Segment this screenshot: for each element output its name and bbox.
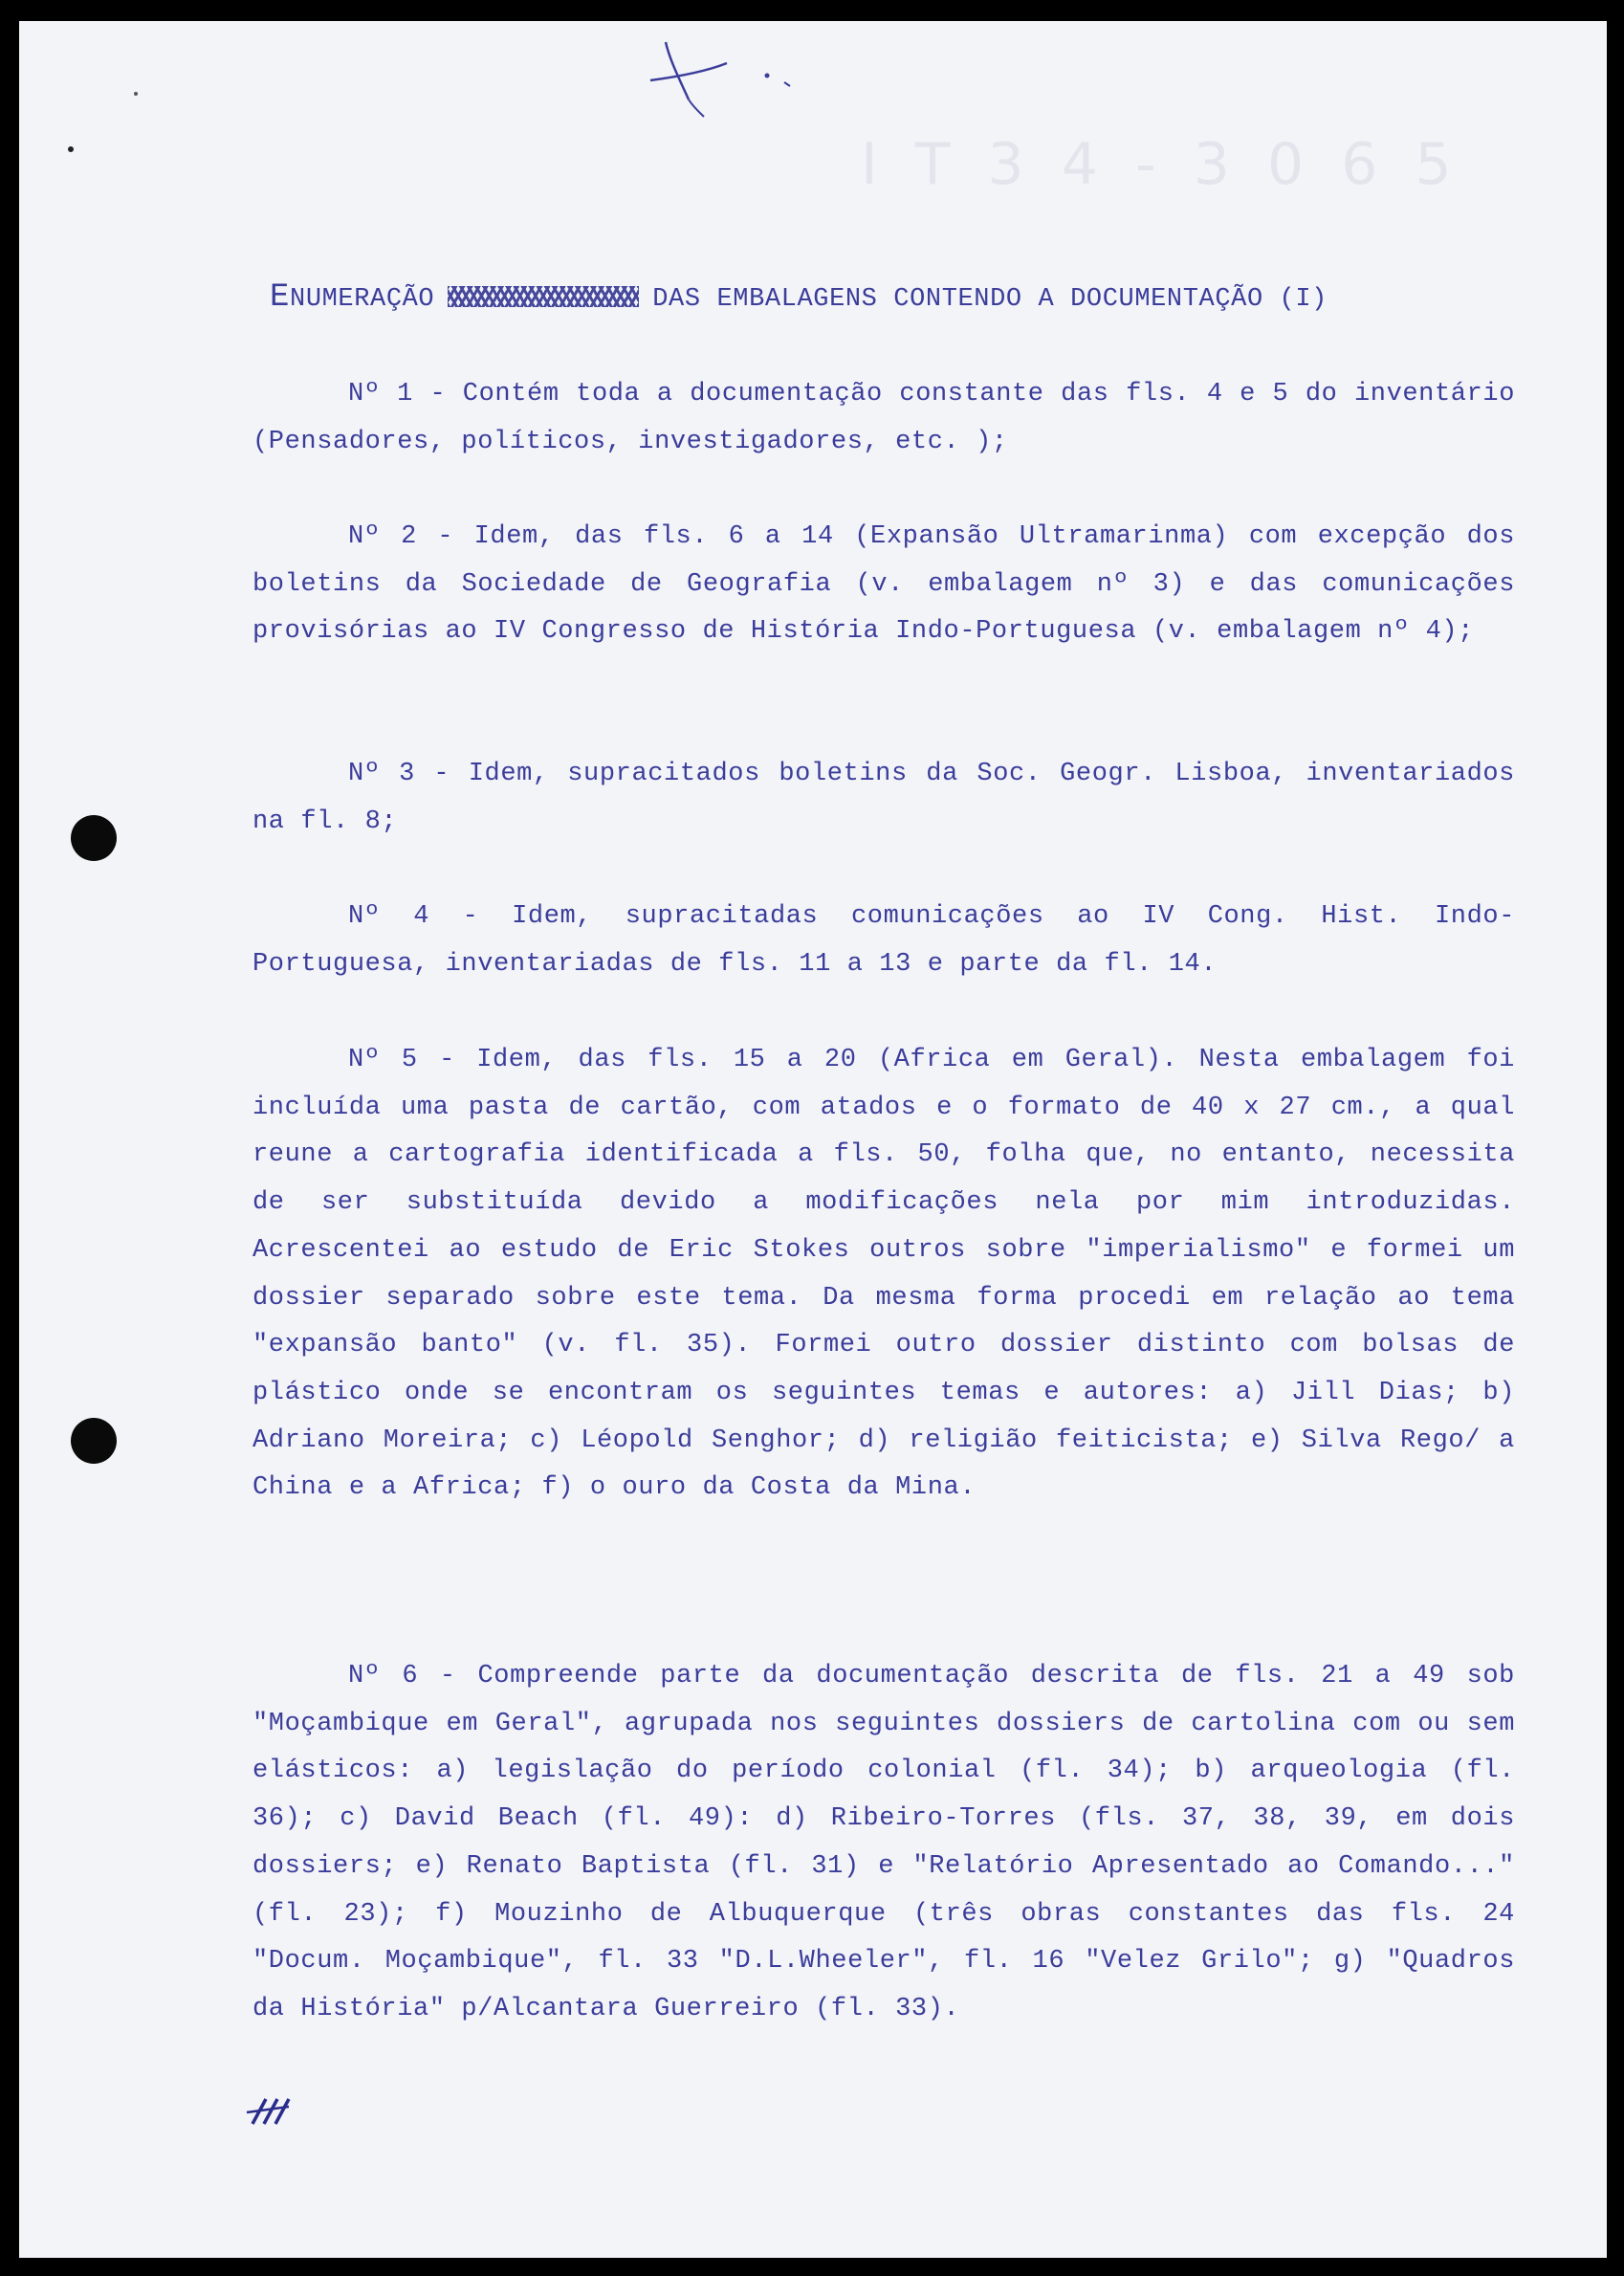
heading-rest: DAS EMBALAGENS CONTENDO A DOCUMENTAÇÃO (I) xyxy=(652,285,1328,314)
document-heading xyxy=(270,279,1513,316)
paragraph-4: Nº 4 - Idem, supracitadas comunicações ao IV Cong. Hist. Indo-Portuguesa, inventariadas de fls. 11 a 13 e parte da fl. 14. xyxy=(252,902,1515,979)
paragraph-5: Nº 5 - Idem, das fls. 15 a 20 (Africa em Geral). Nesta embalagem foi incluída uma pasta de cartão, com atados e o formato de 40 x 27 cm., a qual reune a cartografia identificada a fls. 50, folha que, no entanto, necessita de ser substituída devido a modificações nela por mim introduzidas. Acrescentei ao estudo de Eric Stokes outros sobre "imperialismo" e formei um dossier separado sobre este tema. Da mesma forma procedi em relação ao tema "expansão banto" (v. fl. 35). Formei outro dossier distinto com bolsas de plástico onde se encontram os seguintes temas e autores: a) Jill Dias; b) Adriano Moreira; c) Léopold Senghor; d) religião feiticista; e) Silva Rego/ a China e a Africa; f) o ouro da Costa da Mina. xyxy=(252,1046,1515,1503)
punch-hole-bottom xyxy=(71,1418,117,1464)
svg-text:I T 3 4 - 3 0 6 5: I T 3 4 - 3 0 6 5 xyxy=(861,131,1461,198)
paragraph-3: Nº 3 - Idem, supracitados boletins da Soc. Geogr. Lisboa, inventariados na fl. 8; xyxy=(252,760,1515,836)
paragraph-2: Nº 2 - Idem, das fls. 6 a 14 (Expansão Ultramarinma) com excepção dos boletins da Sociedade de Geografia (v. embalagem nº 3) e das comunicações provisórias ao IV Congresso de História Indo-Portuguesa (v. embalagem nº 4); xyxy=(252,522,1515,647)
document-page xyxy=(19,21,1607,2258)
struck-out-word xyxy=(448,286,639,307)
punch-hole-top xyxy=(71,815,117,861)
heading-initial: E xyxy=(270,279,291,316)
paragraph-6: Nº 6 - Compreende parte da documentação descrita de fls. 21 a 49 sob "Moçambique em Geral", agrupada nos seguintes dossiers de cartolina com ou sem elásticos: a) legislação do período colonial (fl. 34); b) arqueologia (fl. 36); c) David Beach (fl. 49): d) Ribeiro-Torres (fls. 37, 38, 39, em dois dossiers; e) Renato Baptista (fl. 31) e "Relatório Apresentado ao Comando..." (fl. 23); f) Mouzinho de Albuquerque (três obras constantes das fls. 24 "Docum. Moçambique", fl. 33 "D.L.Wheeler", fl. 16 "Velez Grilo"; g) "Quadros da História" p/Alcantara Guerreiro (fl. 33). xyxy=(252,1662,1515,2023)
heading-first-word: NUMERAÇÃO xyxy=(290,285,435,314)
paragraph-1: Nº 1 - Contém toda a documentação constante das fls. 4 e 5 do inventário (Pensadores, políticos, investigadores, etc. ); xyxy=(252,380,1515,456)
